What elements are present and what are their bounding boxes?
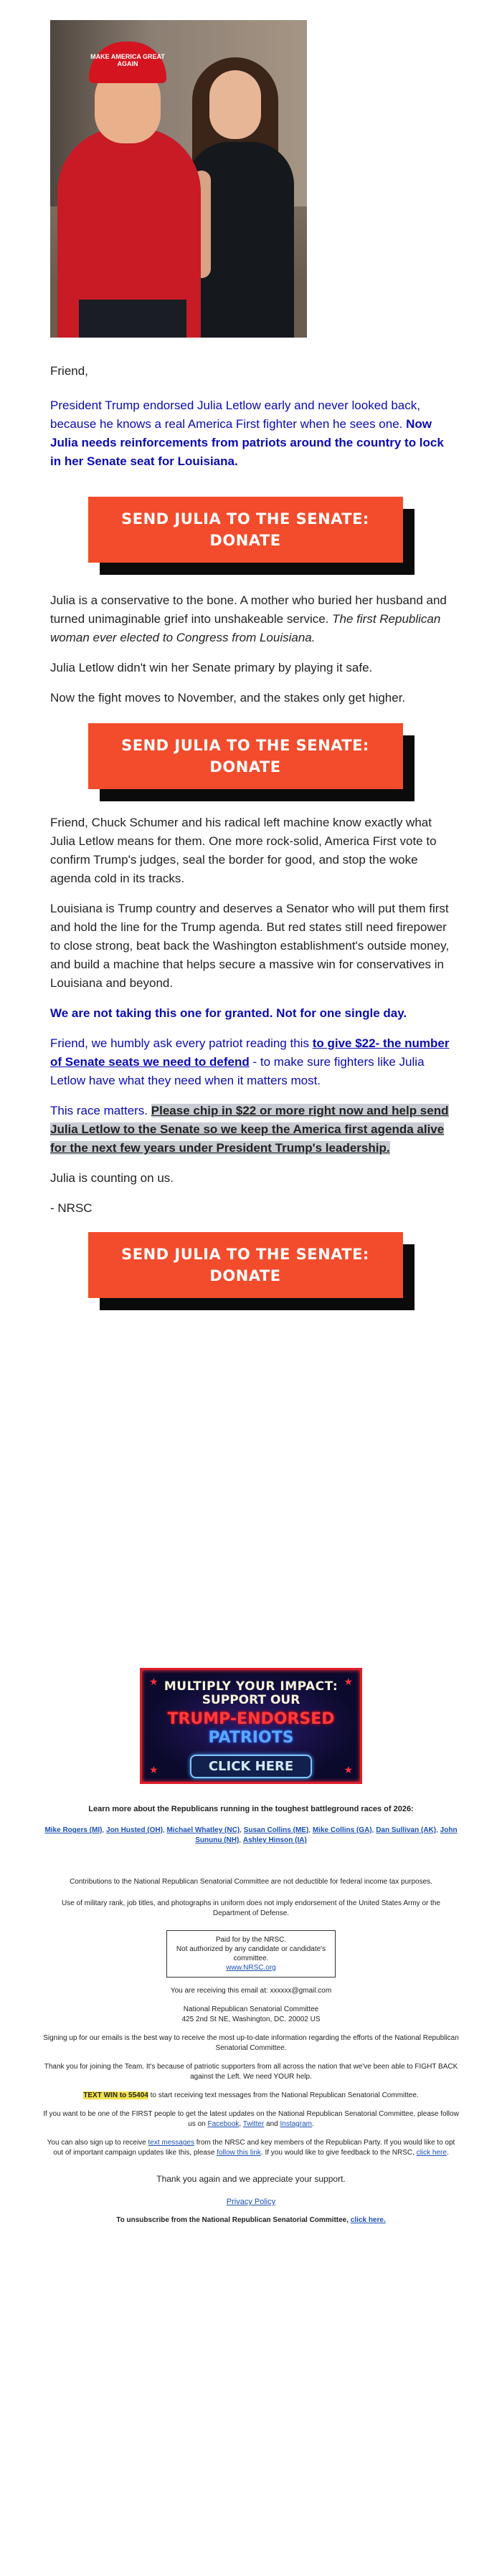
banner-click-here-button[interactable]: CLICK HERE bbox=[190, 1755, 312, 1778]
donate-button-line2: DONATE bbox=[209, 1267, 281, 1284]
follow-text: If you want to be one of the FIRST people to get the latest updates on the National Republican Senatorial Committee, please follow us on bbox=[43, 2110, 459, 2128]
candidate-link[interactable]: Michael Whatley (NC) bbox=[166, 1826, 240, 1834]
sms-text-a: You can also sign up to receive bbox=[47, 2139, 146, 2147]
banner-line3 bbox=[142, 1710, 360, 1747]
email-page bbox=[0, 20, 502, 2226]
greeting: Friend, bbox=[50, 364, 88, 378]
signup-note: Signing up for our emails is the best way to receive the most up-to-date information regarding the efforts of the National Republican Senatorial Committee. bbox=[43, 2034, 459, 2052]
text-messages-link[interactable]: text messages bbox=[148, 2139, 194, 2147]
donate-cta-3-wrapper bbox=[88, 1232, 415, 1311]
ask-text: Friend, we humbly ask every patriot reading this bbox=[50, 1036, 309, 1050]
follow-note: If you want to be one of the FIRST people to get the latest updates on the National Republican Senatorial Committee, please follow us on Facebook, Twitter and Instagram. bbox=[43, 2110, 459, 2128]
sms-text-b: from the NRSC and key members of the Republican Party. If you would like to opt out of important campaign updates like this, please bbox=[53, 2139, 455, 2157]
banner-line1: MULTIPLY YOUR IMPACT: bbox=[164, 1679, 338, 1694]
twitter-link[interactable]: Twitter bbox=[242, 2120, 265, 2128]
thank-team-note: Thank you for joining the Team. It's because of patriotic supporters from all across the nation that we've been able to FIGHT BACK against the Left. We need YOUR help. bbox=[44, 2063, 458, 2081]
star-icon: ★ bbox=[149, 1764, 158, 1775]
paragraph-schumer: Friend, Chuck Schumer and his radical left machine know exactly what Julia Letlow means for them. One more rock-solid, America First vote to confirm Trump's judges, seal the border for good, and stop the woke agenda cold in its tracks. bbox=[50, 816, 437, 885]
donate-button-line1: SEND JULIA TO THE SENATE: bbox=[121, 1246, 369, 1263]
donate-button[interactable] bbox=[88, 1232, 403, 1298]
photo-woman-face bbox=[209, 70, 261, 139]
paragraph-louisiana: Louisiana is Trump country and deserves a Senator who will put them first and hold the line for the Trump agenda. But red states still need firepower to close strong, beat back the Washington establishment's outside money, and build a machine that helps secure a massive win for conservatives in Louisiana and beyond. bbox=[50, 902, 450, 990]
paragraph-conservative bbox=[50, 591, 452, 647]
donate-button[interactable] bbox=[88, 497, 403, 563]
nrsc-website-link[interactable]: www.NRSC.org bbox=[226, 1964, 276, 1972]
paragraph-race-matters bbox=[50, 1102, 452, 1158]
banner-line2: SUPPORT OUR bbox=[202, 1693, 300, 1707]
first-woman-text: The first Republican woman ever elected to Congress from Louisiana. bbox=[50, 612, 441, 644]
text-win-rest: to start receiving text messages from the National Republican Senatorial Committee. bbox=[150, 2091, 419, 2099]
military-disclaimer: Use of military rank, job titles, and photographs in uniform does not imply endorsement of the United States Army or the Department of Defense. bbox=[61, 1899, 441, 1917]
candidate-links: Mike Rogers (MI), Jon Husted (OH), Michael Whatley (NC), Susan Collins (ME), Mike Collins (GA), Dan Sullivan (AK), John Sununu (NH), Ashley Hinson (IA) bbox=[44, 1826, 458, 1844]
receiving-email: You are receiving this email at: xxxxxx@gmail.com bbox=[170, 1987, 332, 1995]
sms-text-c: . If you would like to give feedback to the NRSC, bbox=[260, 2149, 415, 2157]
candidate-link[interactable]: Dan Sullivan (AK) bbox=[376, 1826, 437, 1834]
star-icon: ★ bbox=[344, 1676, 353, 1687]
paid-for-line1: Paid for by the NRSC. bbox=[215, 1936, 287, 1944]
paragraph-counting: Julia is counting on us. bbox=[50, 1171, 174, 1185]
unsubscribe-text: To unsubscribe from the National Republican Senatorial Committee, bbox=[116, 2216, 349, 2224]
banner-trump-endorsed: TRUMP-ENDORSED bbox=[167, 1710, 335, 1728]
donate-button-line2: DONATE bbox=[209, 758, 281, 776]
donate-button[interactable] bbox=[88, 723, 403, 789]
candidate-link[interactable]: Susan Collins (ME) bbox=[243, 1826, 309, 1834]
footer-learn-more: Learn more about the Republicans running in the toughest battleground races of 2026: bbox=[88, 1805, 414, 1813]
privacy-policy-link[interactable]: Privacy Policy bbox=[226, 2198, 276, 2206]
text-win-note bbox=[43, 2091, 459, 2101]
paragraph-november: Now the fight moves to November, and the stakes only get higher. bbox=[50, 691, 406, 705]
unsubscribe-note bbox=[43, 2215, 459, 2226]
candidate-link[interactable]: John Sununu (NH) bbox=[195, 1826, 458, 1844]
photo-red-cap: MAKE AMERICA GREAT AGAIN bbox=[89, 42, 166, 83]
candidate-link[interactable]: Jon Husted (OH) bbox=[106, 1826, 163, 1834]
hero-photo bbox=[50, 20, 307, 338]
photo-man-pants bbox=[79, 300, 186, 338]
instagram-link[interactable]: Instagram bbox=[280, 2120, 312, 2128]
thanks-note: Thank you again and we appreciate your support. bbox=[156, 2174, 346, 2184]
star-icon: ★ bbox=[149, 1676, 158, 1687]
donate-cta-1-wrapper bbox=[88, 497, 415, 576]
footer bbox=[0, 1804, 502, 2226]
paid-for-line2: Not authorized by any candidate or candidate's committee. bbox=[176, 1945, 326, 1962]
text-win-highlight: TEXT WIN to 55404 bbox=[83, 2091, 148, 2099]
donate-cta-2-wrapper bbox=[88, 723, 415, 802]
contribution-disclaimer: Contributions to the National Republican Senatorial Committee are not deductible for federal income tax purposes. bbox=[70, 1878, 432, 1886]
paragraph-endorsement bbox=[50, 396, 452, 471]
donate-button-line1: SEND JULIA TO THE SENATE: bbox=[121, 510, 369, 528]
paragraph-ask bbox=[50, 1034, 452, 1090]
candidate-link[interactable]: Mike Rogers (MI) bbox=[44, 1826, 103, 1834]
paragraph-primary: Julia Letlow didn't win her Senate primary by playing it safe. bbox=[50, 661, 373, 674]
feedback-link[interactable]: click here bbox=[416, 2149, 447, 2157]
chip-in-link[interactable]: Please chip in $22 or more right now and help send Julia Letlow to the Senate so we keep the America first agenda alive for the next few years under President Trump's leadership. bbox=[50, 1104, 449, 1155]
donate-button-line2: DONATE bbox=[209, 532, 281, 549]
candidate-link[interactable]: Mike Collins (GA) bbox=[312, 1826, 372, 1834]
candidate-link[interactable]: Ashley Hinson (IA) bbox=[242, 1836, 307, 1844]
endorsement-bold-text: Now Julia needs reinforcements from patriots around the country to lock in her Senate seat for Louisiana. bbox=[50, 417, 444, 468]
banner-patriots: PATRIOTS bbox=[208, 1729, 294, 1747]
blank-space bbox=[0, 1311, 502, 1668]
star-icon: ★ bbox=[344, 1764, 353, 1775]
ask-text-end: - to make sure fighters like Julia Letlow have what they need when it matters most. bbox=[50, 1055, 425, 1087]
race-matters-text: This race matters. bbox=[50, 1104, 148, 1117]
opt-out-link[interactable]: follow this link bbox=[217, 2149, 261, 2157]
give-22-link[interactable]: to give $22- the number of Senate seats we need to defend bbox=[50, 1036, 450, 1069]
multiply-impact-banner[interactable] bbox=[140, 1668, 362, 1784]
sms-note: You can also sign up to receive text messages from the NRSC and key members of the Republican Party. If you would like to opt out of important campaign updates like this, please follow this link. If you would like to give feedback to the NRSC, click here. bbox=[47, 2139, 455, 2157]
paragraph-not-granted: We are not taking this one for granted. Not for one single day. bbox=[50, 1006, 407, 1020]
facebook-link[interactable]: Facebook bbox=[207, 2120, 240, 2128]
org-name: National Republican Senatorial Committee bbox=[183, 2005, 319, 2013]
endorsement-text: President Trump endorsed Julia Letlow early and never looked back, because he knows a real America First fighter when he sees one. bbox=[50, 399, 420, 431]
conservative-text: Julia is a conservative to the bone. A mother who buried her husband and turned unimaginable grief into unshakeable service. bbox=[50, 593, 447, 626]
and-text: and bbox=[266, 2120, 278, 2128]
donate-button-line1: SEND JULIA TO THE SENATE: bbox=[121, 737, 369, 754]
signature: - NRSC bbox=[50, 1201, 93, 1215]
privacy-policy-paragraph bbox=[43, 2197, 459, 2207]
paid-for-box bbox=[166, 1930, 336, 1978]
unsubscribe-link[interactable]: click here. bbox=[350, 2216, 386, 2224]
org-address: 425 2nd St NE, Washington, DC. 20002 US bbox=[181, 2016, 321, 2023]
